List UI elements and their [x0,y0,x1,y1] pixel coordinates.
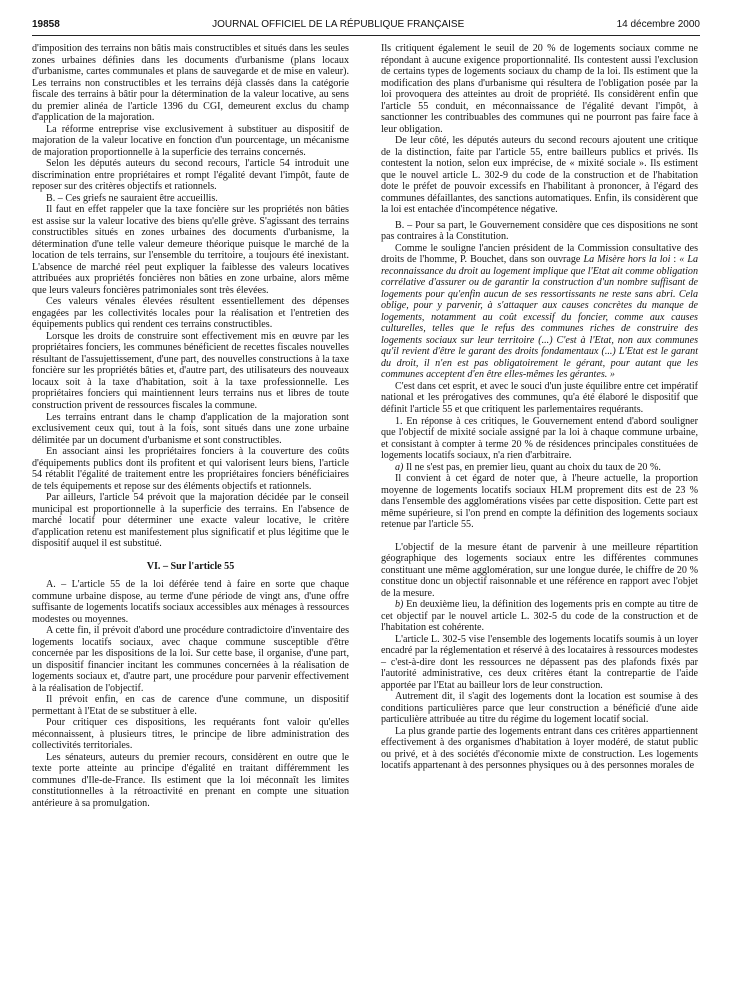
journal-title: JOURNAL OFFICIEL DE LA RÉPUBLIQUE FRANÇAISE [212,19,465,30]
quotation: « La reconnaissance du droit au logement implique que l'Etat ait comme obligation corrélative d'assurer ou de garantir la construction d'un nombre suffisant de logements pour qu'enfin aucun de ses ressortissants ne reste sans abri. Cela oblige, pour y parvenir, à s'attaquer aux causes concrètes du manque de logements, notamment au coût excessif du foncier, comme aux causes culturelles, telles que le refus des communes riches de construire des logements sociaux sur leur territoire (...) C'est à l'Etat, non aux communes qu'il revient d'être le garant des droits fondamentaux (...) L'Etat est le garant du droit, il n'en est pas obligatoirement le gérant, pour autant que les communes acceptent d'en être elles-mêmes les gérantes. » [381,254,699,381]
paragraph: L'objectif de la mesure étant de parvenir à une meilleure répartition géographique des logements sociaux entre les différentes communes constituant une même agglomération, sur une longue durée, le chiffre de 20 % constitue donc un objectif raisonnable et une référence en rapport avec l'objet de la mesure. [381,541,698,599]
item-text: Il ne s'est pas, en premier lieu, quant au choix du taux de 20 %. [403,461,661,473]
paragraph: De leur côté, les députés auteurs du second recours ajoutent une critique de la distinction, faite par l'article 55, entre bailleurs publics et privés. Ils contestent la notion, selon eux imprécise, de « mixité sociale ». Ils estiment que le nouvel article L. 302-9 du code de la construction et de l'habitation dote le préfet de pouvoir excessifs en l'habilitant à prononcer, à l'égard des communes défaillantes, des sanctions automatiques. Enfin, ils considèrent que la loi est entachée d'incompétence négative. [381,135,698,216]
quoted-paragraph [381,243,698,381]
paragraph: Ces valeurs vénales élevées résultent essentiellement des dépenses engagées par les collectivités locales pour la réalisation et l'entretien des équipements publics qui rendent ces terrains constructibles. [32,296,349,331]
header-rule [32,35,700,36]
item-letter: a) [395,461,404,473]
list-paragraph [381,599,698,634]
paragraph: B. – Ces griefs ne sauraient être accueillis. [46,192,218,204]
paragraph: d'imposition des terrains non bâtis mais constructibles et situés dans les seules zones urbaines définies dans les documents d'urbanisme (plans locaux d'urbanisme, cartes communales et plans de sauvegarde et de mise en valeur). Les terrains non constructibles et les terrains déjà classés dans la catégorie fiscale des terrains à bâtir pour la détermination de la valeur locative, au sens du premier alinéa de l'article 1396 du CGI, demeurent exclus du champ d'application de la majoration. [32,43,349,124]
paragraph: B. – Pour sa part, le Gouvernement considère que ces dispositions ne sont pas contraires à la Constitution. [381,219,698,243]
right-column [381,43,698,772]
paragraph: Il convient à cet égard de noter que, à l'heure actuelle, la proportion moyenne de logements locatifs sociaux HLM proprement dits est de 23 % dans l'ensemble des agglomérations visées par cette disposition. Cette part est même supérieure, si l'on prend en compte la définition des logements sociaux retenue par l'article 55. [381,473,698,531]
paragraph: Il faut en effet rappeler que la taxe foncière sur les propriétés non bâties est assise sur la valeur locative des biens qu'elle grève. S'agissant des terrains constructibles situés en zones urbaines des documents d'urbanisme, la détermination d'une telle valeur demeure théorique puisque le marché de la location de tels terrains, sur l'ensemble du territoire, a toujours été inexistant. L'absence de marché réel peut expliquer la faiblesse des valeurs locatives attribuées aux propriétés foncières non bâties en zone urbaine, alors même que leurs valeurs foncières patrimoniales sont très élevées. [32,204,349,296]
item-letter: b) [395,599,404,611]
quote-colon: : [670,254,680,266]
page-number: 19858 [32,19,60,30]
paragraph: C'est dans cet esprit, et avec le souci d'un juste équilibre entre cet impératif national et les prérogatives des communes, qu'a été élaboré le dispositif que définit l'article 55 et que critiquent les parlementaires requérants. [381,380,698,415]
page-header [32,19,700,33]
paragraph: Lorsque les droits de construire sont effectivement mis en œuvre par les propriétaires fonciers, les communes bénéficient de recettes fiscales nouvelles résultant de l'assujettissement, d'une part, des nouvelles constructions à la taxe foncière sur les propriétés bâties et, d'autre part, des utilisateurs des nouveaux locaux soit à la taxe d'habitation, soit à la taxe professionnelle. Les propriétaires fonciers qui maintiennent leurs terrains nus et libres de toute construction privent de ressources fiscales la commune. [32,330,349,411]
paragraph: Ils critiquent également le seuil de 20 % de logements sociaux comme ne répondant à aucune exigence proportionnalité. Ils contestent aussi l'exclusion de certains types de logements sociaux du champ de la loi. Ils estiment que la modification des plans d'urbanisme qui résultera de l'obligation posée par la loi provoquera des atteintes au droit de propriété. Ils considèrent enfin que l'article 55 conduit, en méconnaissance de l'égalité devant l'impôt, à sanctionner les contribuables des communes qui ne pourront pas faire face à leur obligation. [381,43,698,135]
paragraph: 1. En réponse à ces critiques, le Gouvernement entend d'abord souligner que l'objectif de mixité sociale assigné par la loi à chaque commune urbaine, et consistant à compter à terme 20 % de résidences principales constituées de logements locatifs sociaux, n'a rien d'arbitraire. [381,415,698,462]
section-heading: VI. – Sur l'article 55 [146,560,235,572]
paragraph: La plus grande partie des logements entrant dans ces critères appartiennent effectivement à des organismes d'habitation à loyer modéré, de statut public ou privé, et à des sociétés d'économie mixte de construction. Les logements locatifs appartenant à des personnes physiques ou à des personnes morales de [381,725,698,772]
paragraph: Selon les députés auteurs du second recours, l'article 54 introduit une discrimination entre propriétaires et rompt l'égalité devant l'impôt, faute de reposer sur des critères objectifs et rationnels. [32,158,349,193]
paragraph: A cette fin, il prévoit d'abord une procédure contradictoire d'inventaire des logements locatifs sociaux, avec chaque commune susceptible d'être concernée par les dispositions de la loi. Sur cette base, il organise, d'une part, un dispositif financier incitant les communes concernées à la réalisation de logements sociaux et, d'autre part, une procédure pour parvenir effectivement à la réalisation de l'objectif. [32,625,349,694]
list-paragraph [381,462,698,474]
paragraph: A. – L'article 55 de la loi déférée tend à faire en sorte que chaque commune urbaine dispose, au terme d'une période de vingt ans, d'une offre suffisante de logements locatifs sociaux accessibles aux ménages à ressources modestes ou moyennes. [32,579,349,625]
issue-date: 14 décembre 2000 [616,19,700,30]
quote-intro: Comme le souligne l'ancien président de la Commission consultative des droits de l'homme, P. Bouchet, dans son ouvrage [381,242,698,266]
left-column [32,43,349,810]
book-title: La Misère hors la loi [583,254,671,266]
paragraph: Il prévoit enfin, en cas de carence d'une commune, un dispositif permettant à l'Etat de se substituer à elle. [32,694,349,717]
paragraph: Pour critiquer ces dispositions, les requérants font valoir qu'elles méconnaissent, à plusieurs titres, le principe de libre administration des collectivités territoriales. [32,717,349,752]
paragraph: La réforme entreprise vise exclusivement à substituer au dispositif de majoration de la valeur locative en fonction d'un pourcentage, un mécanisme de majoration proportionnelle à la superficie des terrains concernés. [32,123,349,158]
paragraph: Autrement dit, il s'agit des logements dont la location est soumise à des conditions particulières parce que leur construction a bénéficié d'une aide particulière attribuée au titre du régime du logement locatif social. [381,691,698,726]
paragraph: Les sénateurs, auteurs du premier recours, considèrent en outre que le texte porte atteinte au principe d'égalité en traitant différemment les communes d'Ile-de-France. Ils estiment que la loi méconnaît les limites constitutionnelles à la rétroactivité en prenant en compte une situation antérieure à sa promulgation. [32,751,349,809]
item-text: En deuxième lieu, la définition des logements pris en compte au titre de cet objectif par le nouvel article L. 302-5 du code de la construction et de l'habitation est cohérente. [381,599,698,634]
paragraph: Les terrains entrant dans le champ d'application de la majoration sont exclusivement ceux qui, tout à la fois, sont situés dans une zone urbaine délimitée par un document d'urbanisme et sont constructibles. [32,411,349,446]
paragraph: L'article L. 302-5 vise l'ensemble des logements locatifs soumis à un loyer encadré par la réglementation et réservé à des locataires à ressources modestes – c'est-à-dire dont les ressources ne dépassent pas des plafonds fixés par l'autorité administrative, ces deux critères étant la contrepartie de l'aide apportée par l'Etat au bailleur lors de leur construction. [381,633,698,691]
paragraph: Par ailleurs, l'article 54 prévoit que la majoration décidée par le conseil municipal est proportionnelle à la superficie des terrains. En l'absence de marché locatif pour déterminer une exacte valeur locative, le critère d'application retenu est manifestement plus significatif et plus légitime que le dispositif auquel il est substitué. [32,492,349,550]
paragraph: En associant ainsi les propriétaires fonciers à la couverture des coûts d'équipements publics dont ils profitent et qui valorisent leurs biens, l'article 54 rétablit l'égalité de traitement entre les propriétaires fonciers bénéficiaires de tels équipements et repose sur des éléments objectifs et rationnels. [32,446,349,492]
